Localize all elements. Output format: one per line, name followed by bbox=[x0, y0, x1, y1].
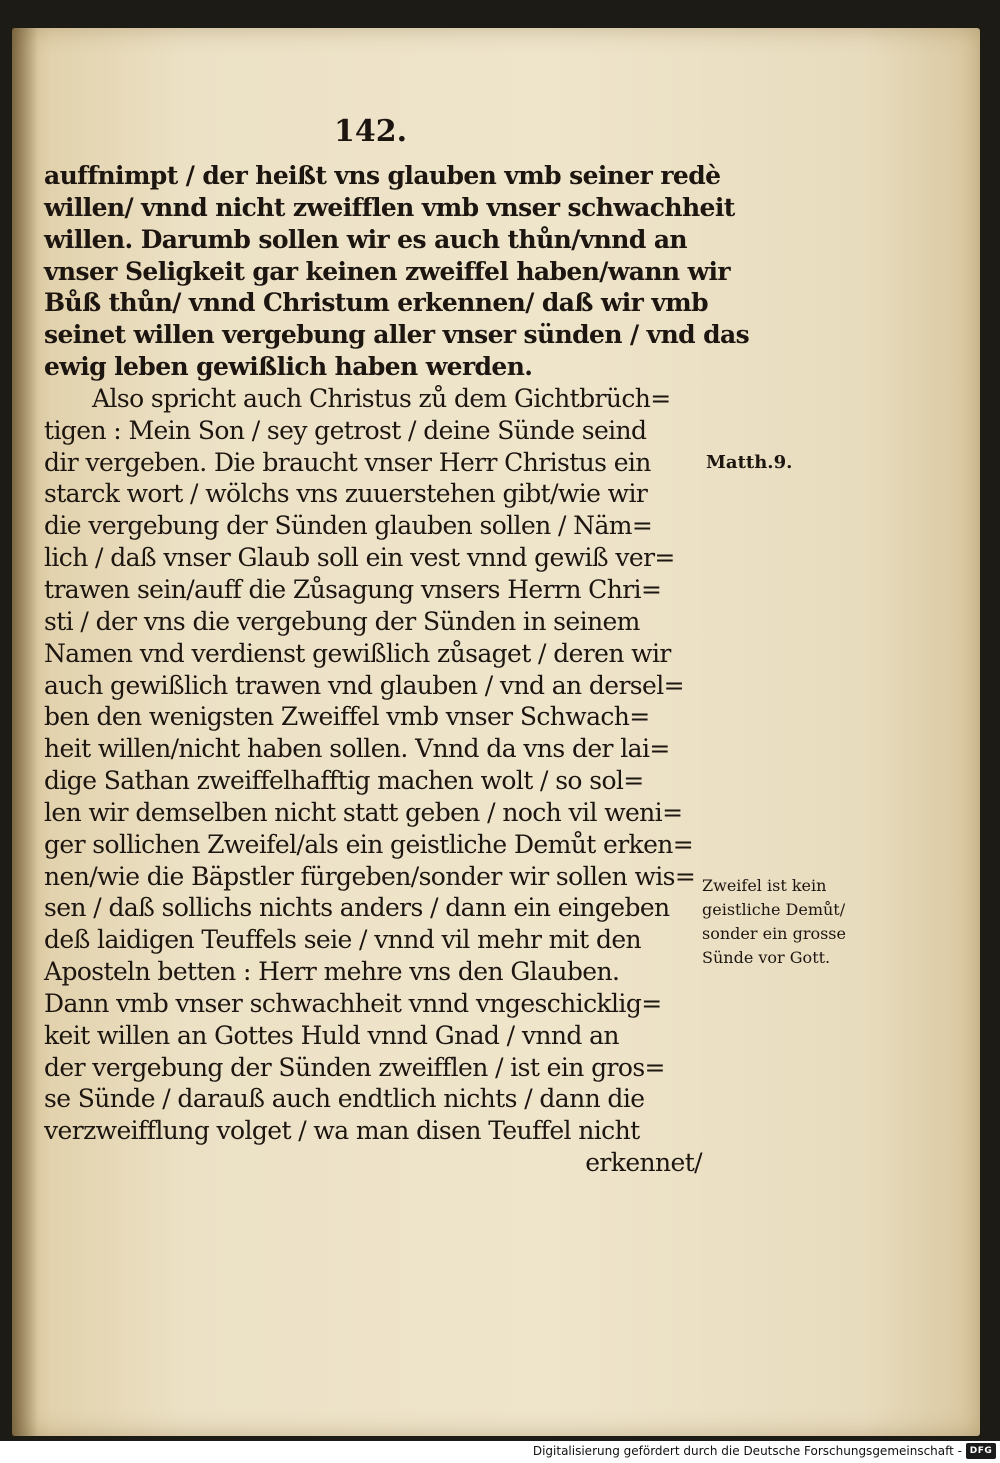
text-line: tigen : Mein Son / sey getrost / deine Sünde seind bbox=[44, 415, 647, 445]
page-gutter bbox=[12, 28, 38, 1436]
text-line: Aposteln betten : Herr mehre vns den Glauben. bbox=[44, 957, 620, 987]
margin-note-gloss bbox=[702, 874, 846, 970]
text-line: sen / daß sollichs nichts anders / dann ein eingeben bbox=[44, 893, 670, 923]
text-line: der vergebung der Sünden zweifflen / ist ein gros= bbox=[44, 1052, 665, 1082]
text-line: Namen vnd verdienst gewißlich zůsaget / deren wir bbox=[44, 638, 671, 668]
text-line: nen/wie die Bäpstler fürgeben/sonder wir sollen wis= bbox=[44, 861, 696, 891]
text-line: auch gewißlich trawen vnd glauben / vnd an dersel= bbox=[44, 670, 684, 700]
funding-credit: Digitalisierung gefördert durch die Deutsche Forschungsgemeinschaft - bbox=[532, 1444, 962, 1458]
text-line: auffnimpt / der heißt vns glauben vmb seiner redè bbox=[44, 161, 721, 190]
book-page bbox=[12, 28, 980, 1436]
text-line: die vergebung der Sünden glauben sollen / Näm= bbox=[44, 511, 653, 541]
text-line: verzweifflung volget / wa man disen Teuffel nicht bbox=[44, 1116, 640, 1146]
text-line: Bůß thůn/ vnnd Christum erkennen/ daß wir vmb bbox=[44, 288, 708, 318]
footer-bar bbox=[0, 1441, 1000, 1463]
text-line: willen/ vnnd nicht zweifflen vmb vnser schwachheit bbox=[44, 192, 735, 222]
text-line: ben den wenigsten Zweiffel vmb vnser Schwach= bbox=[44, 702, 650, 732]
text-line: dir vergeben. Die braucht vnser Herr Christus ein bbox=[44, 447, 651, 477]
text-line: heit willen/nicht haben sollen. Vnnd da vns der lai= bbox=[44, 734, 670, 764]
text-line: ewig leben gewißlich haben werden. bbox=[44, 352, 533, 382]
text-line: trawen sein/auff die Zůsagung vnsers Herrn Chri= bbox=[44, 574, 662, 604]
text-line: Dann vmb vnser schwachheit vnnd vngeschicklig= bbox=[44, 988, 662, 1018]
text-line: keit willen an Gottes Huld vnnd Gnad / vnnd an bbox=[44, 1020, 619, 1050]
text-line: se Sünde / darauß auch endtlich nichts / dann die bbox=[44, 1084, 645, 1114]
text-line: lich / daß vnser Glaub soll ein vest vnnd gewiß ver= bbox=[44, 543, 675, 573]
page-number: 142. bbox=[334, 114, 408, 149]
text-line: sti / der vns die vergebung der Sünden in seinem bbox=[44, 606, 640, 636]
text-line: starck wort / wölchs vns zuuerstehen gibt/wie wir bbox=[44, 479, 648, 509]
text-line: Also spricht auch Christus zů dem Gichtbrüch= bbox=[92, 383, 671, 413]
dfg-logo-icon: DFG bbox=[966, 1443, 996, 1459]
text-line: vnser Seligkeit gar keinen zweiffel haben/wann wir bbox=[44, 256, 730, 286]
text-line: deß laidigen Teuffels seie / vnnd vil mehr mit den bbox=[44, 925, 642, 955]
gloss-line: Sünde vor Gott. bbox=[702, 948, 831, 967]
gloss-line: geistliche Demůt/ bbox=[702, 900, 846, 919]
gloss-line: Zweifel ist kein bbox=[702, 876, 827, 895]
text-line: dige Sathan zweiffelhafftig machen wolt / so sol= bbox=[44, 766, 644, 796]
catchword-line: erkennet/ bbox=[585, 1148, 702, 1178]
gloss-line: sonder ein grosse bbox=[702, 924, 846, 943]
text-line: len wir demselben nicht statt geben / noch vil weni= bbox=[44, 797, 683, 827]
text-line: ger sollichen Zweifel/als ein geistliche Demůt erken= bbox=[44, 829, 694, 859]
text-line: willen. Darumb sollen wir es auch thůn/vnnd an bbox=[44, 224, 687, 254]
text-line: seinet willen vergebung aller vnser sünden / vnd das bbox=[44, 320, 750, 350]
margin-note-reference: Matth.9. bbox=[706, 452, 793, 473]
